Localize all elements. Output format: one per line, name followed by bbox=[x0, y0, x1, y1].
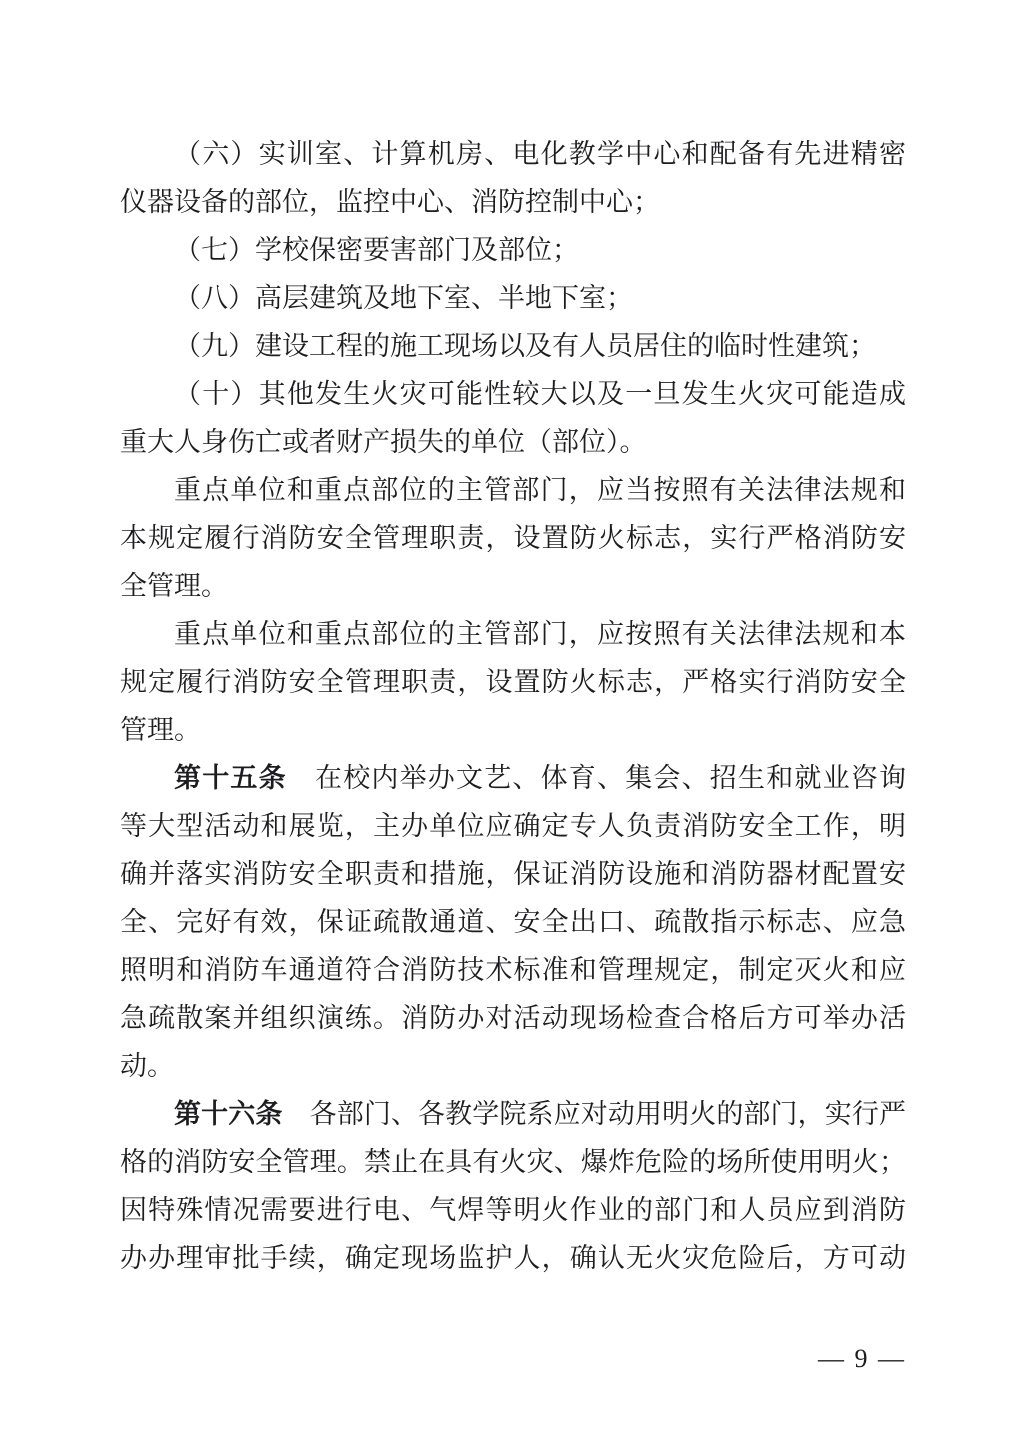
text-line bbox=[120, 1138, 906, 1186]
text-run: 仪器设备的部位，监控中心、消防控制中心； bbox=[120, 187, 660, 217]
text-line bbox=[120, 994, 906, 1042]
text-line bbox=[120, 274, 906, 322]
text-run: 在校内举办文艺、体育、集会、招生和就业咨询 bbox=[286, 763, 907, 793]
text-run: 重点单位和重点部位的主管部门，应当按照有关法律法规和 bbox=[174, 475, 906, 505]
text-run: （七）学校保密要害部门及部位； bbox=[174, 235, 579, 265]
text-line bbox=[120, 658, 906, 706]
text-line bbox=[120, 130, 906, 178]
text-line bbox=[120, 418, 906, 466]
text-run: 全、完好有效，保证疏散通道、安全出口、疏散指示标志、应急 bbox=[120, 907, 906, 937]
text-line bbox=[120, 898, 906, 946]
text-run: （十）其他发生火灾可能性较大以及一旦发生火灾可能造成 bbox=[174, 379, 906, 409]
text-line bbox=[120, 610, 906, 658]
document-body bbox=[120, 130, 906, 1282]
text-line bbox=[120, 946, 906, 994]
text-line bbox=[120, 370, 906, 418]
text-run: 规定履行消防安全管理职责，设置防火标志，严格实行消防安全 bbox=[120, 667, 906, 697]
text-line bbox=[120, 802, 906, 850]
text-line bbox=[120, 850, 906, 898]
text-run: 重大人身伤亡或者财产损失的单位（部位）。 bbox=[120, 427, 647, 457]
text-run: 全管理。 bbox=[120, 571, 228, 601]
text-line bbox=[120, 562, 906, 610]
text-run: 重点单位和重点部位的主管部门，应按照有关法律法规和本 bbox=[174, 619, 906, 649]
text-run: 等大型活动和展览，主办单位应确定专人负责消防安全工作，明 bbox=[120, 811, 906, 841]
text-run: 格的消防安全管理。禁止在具有火灾、爆炸危险的场所使用明火； bbox=[120, 1147, 906, 1177]
text-line bbox=[120, 466, 906, 514]
text-run: （八）高层建筑及地下室、半地下室； bbox=[174, 283, 633, 313]
text-line bbox=[120, 754, 906, 802]
text-line bbox=[120, 322, 906, 370]
text-line bbox=[120, 706, 906, 754]
text-line bbox=[120, 514, 906, 562]
text-run: 动。 bbox=[120, 1051, 174, 1081]
text-run: 因特殊情况需要进行电、气焊等明火作业的部门和人员应到消防 bbox=[120, 1195, 906, 1225]
text-run: 照明和消防车通道符合消防技术标准和管理规定，制定灭火和应 bbox=[120, 955, 906, 985]
text-run: 办办理审批手续，确定现场监护人，确认无火灾危险后，方可动 bbox=[120, 1243, 906, 1273]
text-line bbox=[120, 178, 906, 226]
text-line bbox=[120, 226, 906, 274]
text-run: 急疏散案并组织演练。消防办对活动现场检查合格后方可举办活 bbox=[120, 1003, 906, 1033]
text-run: （六）实训室、计算机房、电化教学中心和配备有先进精密 bbox=[174, 139, 906, 169]
article-number-term: 第十五条 bbox=[174, 763, 287, 793]
text-run: （九）建设工程的施工现场以及有人员居住的临时性建筑； bbox=[174, 331, 876, 361]
page-number bbox=[818, 1344, 906, 1374]
text-run: 管理。 bbox=[120, 715, 201, 745]
text-line bbox=[120, 1090, 906, 1138]
page-number-text: — 9 — bbox=[818, 1344, 906, 1373]
text-line bbox=[120, 1234, 906, 1282]
text-line bbox=[120, 1042, 906, 1090]
text-line bbox=[120, 1186, 906, 1234]
text-run: 本规定履行消防安全管理职责，设置防火标志，实行严格消防安 bbox=[120, 523, 906, 553]
text-run: 确并落实消防安全职责和措施，保证消防设施和消防器材配置安 bbox=[120, 859, 906, 889]
article-number-term: 第十六条 bbox=[174, 1099, 283, 1129]
text-run: 各部门、各教学院系应对动用明火的部门，实行严 bbox=[282, 1099, 907, 1129]
